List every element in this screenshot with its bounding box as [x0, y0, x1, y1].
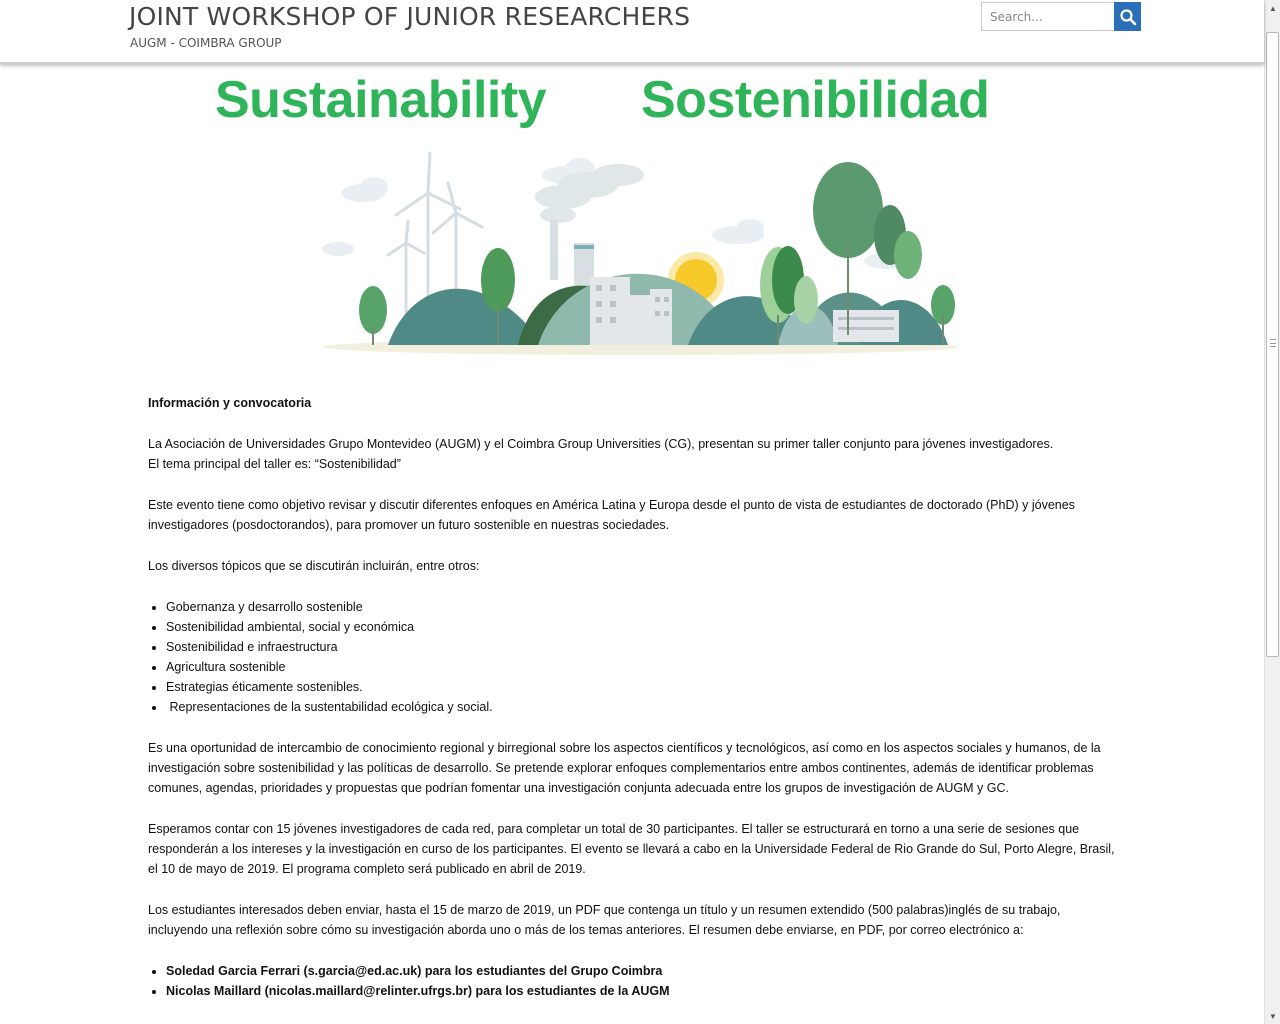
section-heading: Información y convocatoria: [148, 396, 312, 410]
magnifier-icon: [1119, 8, 1137, 26]
opportunity-paragraph: Es una oportunidad de intercambio de conocimiento regional y birregional sobre los aspectos científicos y tecnológicos, así como en los aspectos sociales y humanos, de la investigación sobre sostenibilidad y las políticas de desarrollo. Se pretende explorar enfoques complementarios entre ambos continentes, además de identificar problemas comunes, agendas, prioridades y propuestas que podrían fomentar una investigación conjunta adecuada entre los grupos de investigación de AUGM y GC.: [148, 741, 1101, 795]
scroll-up-arrow[interactable]: ▲: [1269, 3, 1277, 13]
hero-title-spanish: Sostenibilidad: [641, 71, 990, 129]
site-header: [0, 0, 1264, 64]
list-item: • Sostenibilidad e infraestructura: [166, 637, 1123, 657]
hero-title-english: Sustainability: [215, 71, 547, 129]
list-item: • Representaciones de la sustentabilidad ecológica y social.: [166, 697, 1123, 717]
site-title[interactable]: JOINT WORKSHOP OF JUNIOR RESEARCHERS: [129, 2, 691, 31]
scroll-down-arrow[interactable]: ▼: [1269, 1011, 1277, 1021]
participants-paragraph: Esperamos contar con 15 jóvenes investigadores de cada red, para completar un total de 30 participantes. El taller se estructurará en torno a una serie de sesiones que responderán a los intereses y la investigación en curso de los participantes. El evento se llevará a cabo en la Universidade Federal de Rio Grande do Sul, Porto Alegre, Brasil, el 10 de mayo de 2019. El programa completo será publicado en abril de 2019.: [148, 822, 1115, 876]
list-item: • Agricultura sostenible: [166, 657, 1123, 677]
contacts-list: [148, 961, 1123, 1001]
submission-paragraph: Los estudiantes interesados deben enviar, hasta el 15 de marzo de 2019, un PDF que contenga un título y un resumen extendido (500 palabras)inglés de su trabajo, incluyendo una reflexión sobre cómo su investigación aborda uno o más de los temas anteriores. El resumen debe enviarse, en PDF, por correo electrónico a:: [148, 903, 1061, 937]
objective-paragraph: Este evento tiene como objetivo revisar y discutir diferentes enfoques en América Latina y Europa desde el punto de vista de estudiantes de doctorado (PhD) y jóvenes investigadores (posdoctorandos), para promover un futuro sostenible en nuestras sociedades.: [148, 498, 1075, 532]
scroll-thumb[interactable]: [1266, 32, 1279, 657]
intro-paragraph: [148, 434, 1123, 474]
list-item: • Sostenibilidad ambiental, social y económica: [166, 617, 1123, 637]
intro-line: El tema principal del taller es: “Sostenibilidad”: [148, 457, 401, 471]
vertical-scrollbar[interactable]: [1264, 0, 1280, 1024]
contact-item: • Soledad Garcia Ferrari (s.garcia@ed.ac.uk) para los estudiantes del Grupo Coimbra: [166, 961, 1123, 981]
sustainable-city-illustration: [318, 145, 963, 360]
main-content: [148, 393, 1123, 1022]
intro-line: La Asociación de Universidades Grupo Montevideo (AUGM) y el Coimbra Group Universities (CG), presentan su primer taller conjunto para jóvenes investigadores.: [148, 437, 1054, 451]
search-button[interactable]: [1114, 2, 1141, 31]
topics-list: [148, 597, 1123, 717]
search-form: [981, 2, 1141, 31]
search-input[interactable]: [981, 2, 1114, 31]
site-subtitle: AUGM - COIMBRA GROUP: [130, 36, 282, 50]
topics-intro: Los diversos tópicos que se discutirán incluirán, entre otros:: [148, 559, 480, 573]
contact-item: • Nicolas Maillard (nicolas.maillard@relinter.ufrgs.br) para los estudiantes de la AUGM: [166, 981, 1123, 1001]
list-item: • Gobernanza y desarrollo sostenible: [166, 597, 1123, 617]
list-item: • Estrategias éticamente sostenibles.: [166, 677, 1123, 697]
